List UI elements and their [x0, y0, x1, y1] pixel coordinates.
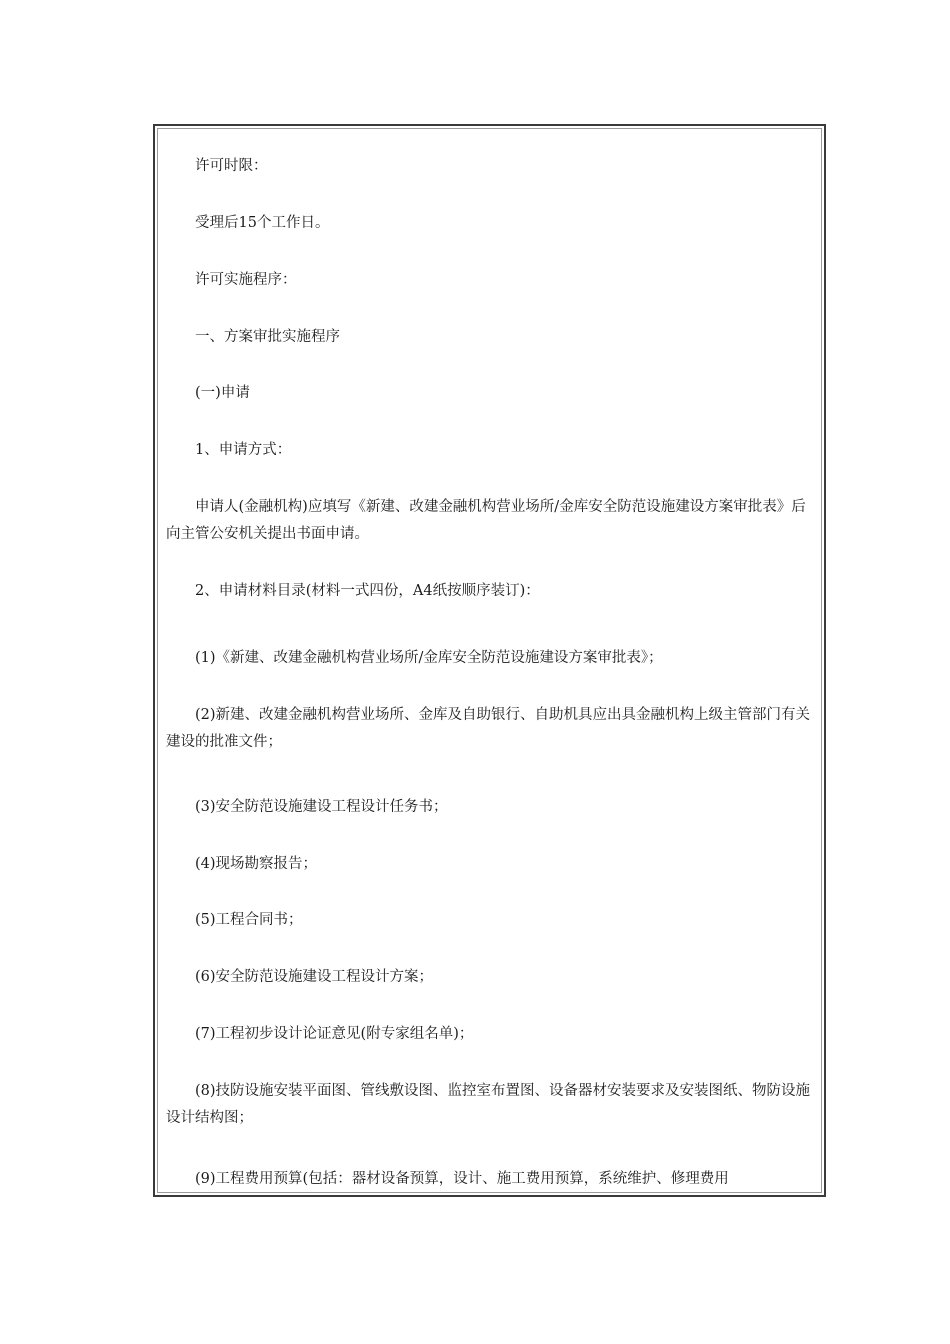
paragraph-section-one: 一、方案审批实施程序	[195, 329, 340, 345]
list-item-material-3: (3)安全防范设施建设工程设计任务书；	[195, 799, 448, 815]
paragraph-application-method-heading: 1、申请方式：	[195, 442, 292, 458]
list-item-material-1: (1)《新建、改建金融机构营业场所/金库安全防范设施建设方案审批表》；	[195, 650, 663, 666]
paragraph-permit-time-limit-value: 受理后15个工作日。	[195, 215, 330, 231]
paragraph-application-heading: (一)申请	[195, 385, 250, 401]
document-frame-inner	[157, 128, 822, 1193]
paragraph-permit-time-limit-heading: 许可时限：	[195, 158, 268, 174]
document-frame	[153, 124, 826, 1197]
list-item-material-8: (8)技防设施安装平面图、管线敷设图、监控室布置图、设备器材安装要求及安装图纸、物防设施设计结构图；	[166, 1083, 811, 1126]
list-item-material-9: (9)工程费用预算(包括：器材设备预算，设计、施工费用预算，系统维护、修理费用	[195, 1171, 729, 1187]
list-item-material-2: (2)新建、改建金融机构营业场所、金库及自助银行、自助机具应出具金融机构上级主管部门有关建设的批准文件；	[166, 707, 811, 750]
list-item-material-5: (5)工程合同书；	[195, 912, 303, 928]
paragraph-application-method-body: 申请人(金融机构)应填写《新建、改建金融机构营业场所/金库安全防范设施建设方案审批表》后向主管公安机关提出书面申请。	[166, 499, 806, 542]
list-item-material-6: (6)安全防范设施建设工程设计方案；	[195, 969, 434, 985]
paragraph-procedure-heading: 许可实施程序：	[195, 272, 297, 288]
list-item-material-7: (7)工程初步设计论证意见(附专家组名单)；	[195, 1026, 474, 1042]
paragraph-materials-heading: 2、申请材料目录(材料一式四份，A4纸按顺序装订)：	[195, 583, 540, 599]
list-item-material-4: (4)现场勘察报告；	[195, 856, 318, 872]
